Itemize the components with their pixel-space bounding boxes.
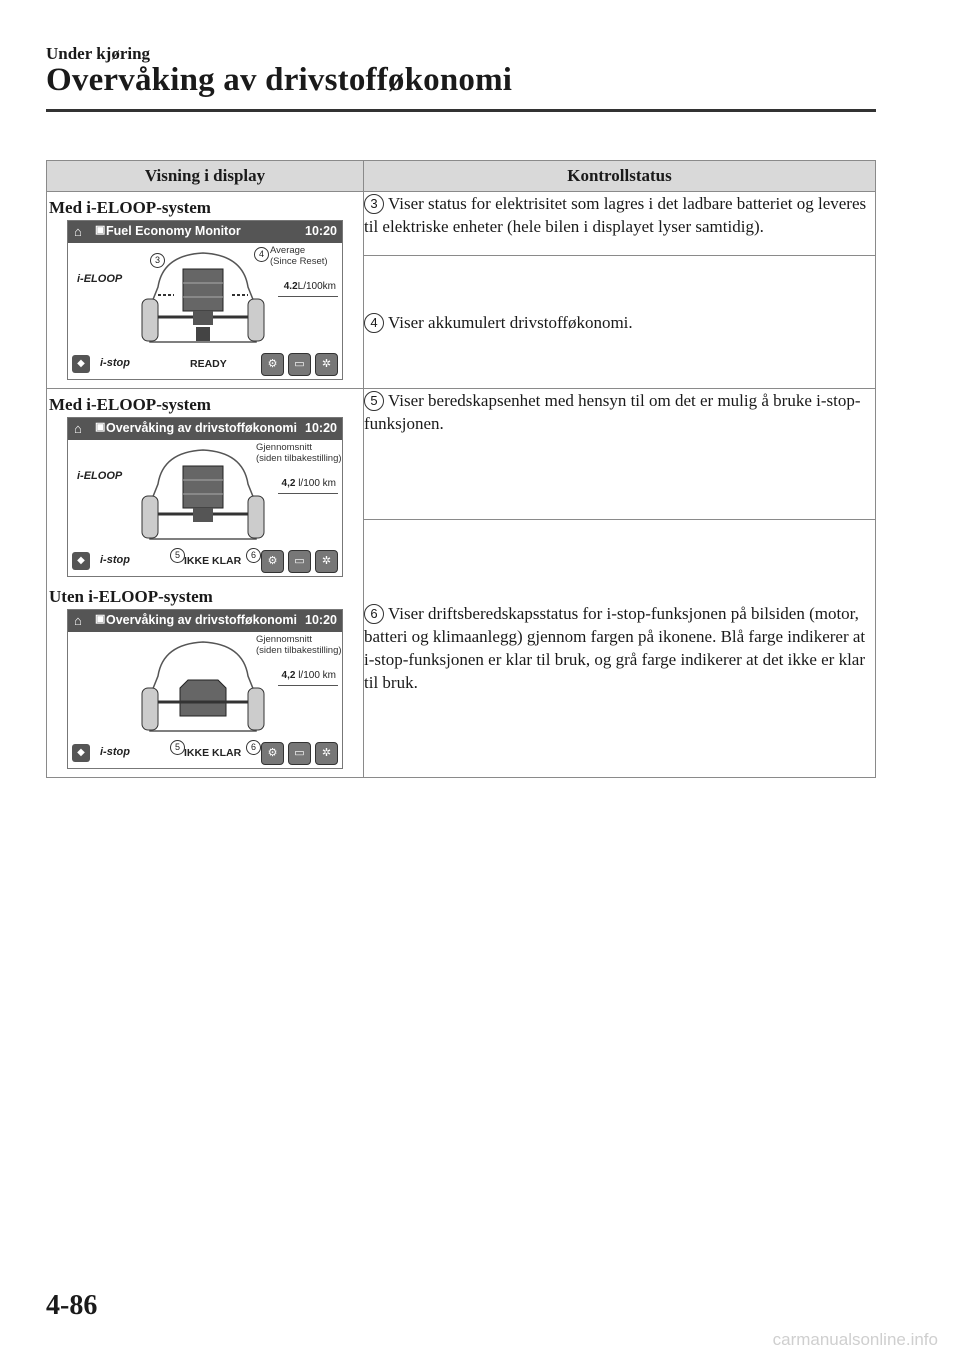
screen-fuel-economy-monitor xyxy=(67,220,343,380)
screen-header xyxy=(68,418,342,440)
col-header-status: Kontrollstatus xyxy=(364,161,876,192)
engine-icon: ⚙ xyxy=(261,353,284,376)
status-icons xyxy=(261,550,338,573)
number-badge: 3 xyxy=(364,194,384,214)
fan-icon: ✲ xyxy=(315,550,338,573)
istop-status: READY xyxy=(190,358,227,370)
engine-icon: ⚙ xyxy=(261,550,284,573)
average-divider xyxy=(278,493,338,494)
description-5: 5 Viser beredskapsenhet med hensyn til om det er mulig å bruke i-stop-funksjonen. xyxy=(364,389,876,520)
callout-5: 5 xyxy=(170,548,185,563)
table-header-row xyxy=(47,161,876,192)
istop-label: i-stop xyxy=(100,357,130,369)
average-label: Gjennomsnitt (siden tilbakestilling) xyxy=(256,634,342,656)
battery-icon: ▭ xyxy=(288,550,311,573)
fan-icon: ✲ xyxy=(315,742,338,765)
callout-4: 4 xyxy=(254,247,269,262)
car-diagram xyxy=(138,444,268,544)
page-icon: ▣ xyxy=(95,613,106,625)
page-icon: ▣ xyxy=(95,421,106,433)
screen-time: 10:20 xyxy=(305,224,337,238)
screen-bottom-bar xyxy=(68,546,342,576)
number-badge: 4 xyxy=(364,313,384,333)
screen-bottom-bar xyxy=(68,738,342,768)
screen-bottom-bar xyxy=(68,349,342,379)
screen-title: Fuel Economy Monitor xyxy=(106,224,241,238)
screen-header xyxy=(68,221,342,243)
average-value: 4,2 l/100 km xyxy=(281,478,336,489)
system-label: Med i-ELOOP-system xyxy=(49,198,211,217)
title-rule xyxy=(46,109,876,112)
callout-6: 6 xyxy=(246,740,261,755)
description-3: 3 Viser status for elektrisitet som lagres i det ladbare batteriet og leveres til elektriske enheter (hele bilen i displayet lyser samtidig). xyxy=(364,192,876,256)
home-icon: ⌂ xyxy=(74,613,82,628)
home-icon: ⌂ xyxy=(74,224,82,239)
istop-icon: ◆ xyxy=(72,552,90,570)
average-value: 4,2 l/100 km xyxy=(281,670,336,681)
screen-time: 10:20 xyxy=(305,421,337,435)
table-row xyxy=(47,192,876,256)
col-header-display: Visning i display xyxy=(47,161,364,192)
description-6: 6 Viser driftsberedskapsstatus for i-stop-funksjonen på bilsiden (motor, batteri og klimaanlegg) gjennom fargen på ikonene. Blå farge indikerer at i-stop-funksjonen er klar til bruk, og grå farge indikerer at det ikke er klar til bruk. xyxy=(364,519,876,777)
callout-5: 5 xyxy=(170,740,185,755)
page-title: Overvåking av drivstofføkonomi xyxy=(46,62,513,98)
average-divider xyxy=(278,296,338,297)
istop-label: i-stop xyxy=(100,554,130,566)
callout-3: 3 xyxy=(150,253,165,268)
screen-with-eloop xyxy=(67,417,343,577)
istop-label: i-stop xyxy=(100,746,130,758)
average-divider xyxy=(278,685,338,686)
engine-icon: ⚙ xyxy=(261,742,284,765)
page-icon: ▣ xyxy=(95,224,106,236)
number-badge: 6 xyxy=(364,604,384,624)
fan-icon: ✲ xyxy=(315,353,338,376)
eloop-label: i-ELOOP xyxy=(77,470,123,482)
system-label: Med i-ELOOP-system xyxy=(49,395,211,414)
system-label: Uten i-ELOOP-system xyxy=(49,587,213,606)
battery-icon: ▭ xyxy=(288,742,311,765)
display-cell-group2 xyxy=(47,389,364,778)
number-badge: 5 xyxy=(364,391,384,411)
screen-title: Overvåking av drivstofføkonomi xyxy=(106,613,298,627)
status-table xyxy=(46,160,876,778)
screen-title: Overvåking av drivstofføkonomi xyxy=(106,421,298,435)
screen-without-eloop xyxy=(67,609,343,769)
average-value: 4.2L/100km xyxy=(283,281,336,292)
eloop-label: i-ELOOP xyxy=(77,273,123,285)
average-label: Gjennomsnitt (siden tilbakestilling) xyxy=(256,442,342,464)
screen-time: 10:20 xyxy=(305,613,337,627)
status-icons xyxy=(261,353,338,376)
average-label: Average (Since Reset) xyxy=(270,245,328,267)
istop-status: IKKE KLAR xyxy=(184,555,242,567)
display-cell-group1 xyxy=(47,192,364,389)
battery-icon: ▭ xyxy=(288,353,311,376)
page-number: 4-86 xyxy=(46,1290,98,1321)
watermark: carmanualsonline.info xyxy=(772,1330,938,1349)
car-diagram xyxy=(138,636,268,736)
status-icons xyxy=(261,742,338,765)
istop-status: IKKE KLAR xyxy=(184,747,242,759)
istop-icon: ◆ xyxy=(72,744,90,762)
table-row xyxy=(47,389,876,520)
screen-header xyxy=(68,610,342,632)
istop-icon: ◆ xyxy=(72,355,90,373)
home-icon: ⌂ xyxy=(74,421,82,436)
section-label: Under kjøring xyxy=(46,44,151,63)
description-4: 4 Viser akkumulert drivstofføkonomi. xyxy=(364,256,876,389)
callout-6: 6 xyxy=(246,548,261,563)
